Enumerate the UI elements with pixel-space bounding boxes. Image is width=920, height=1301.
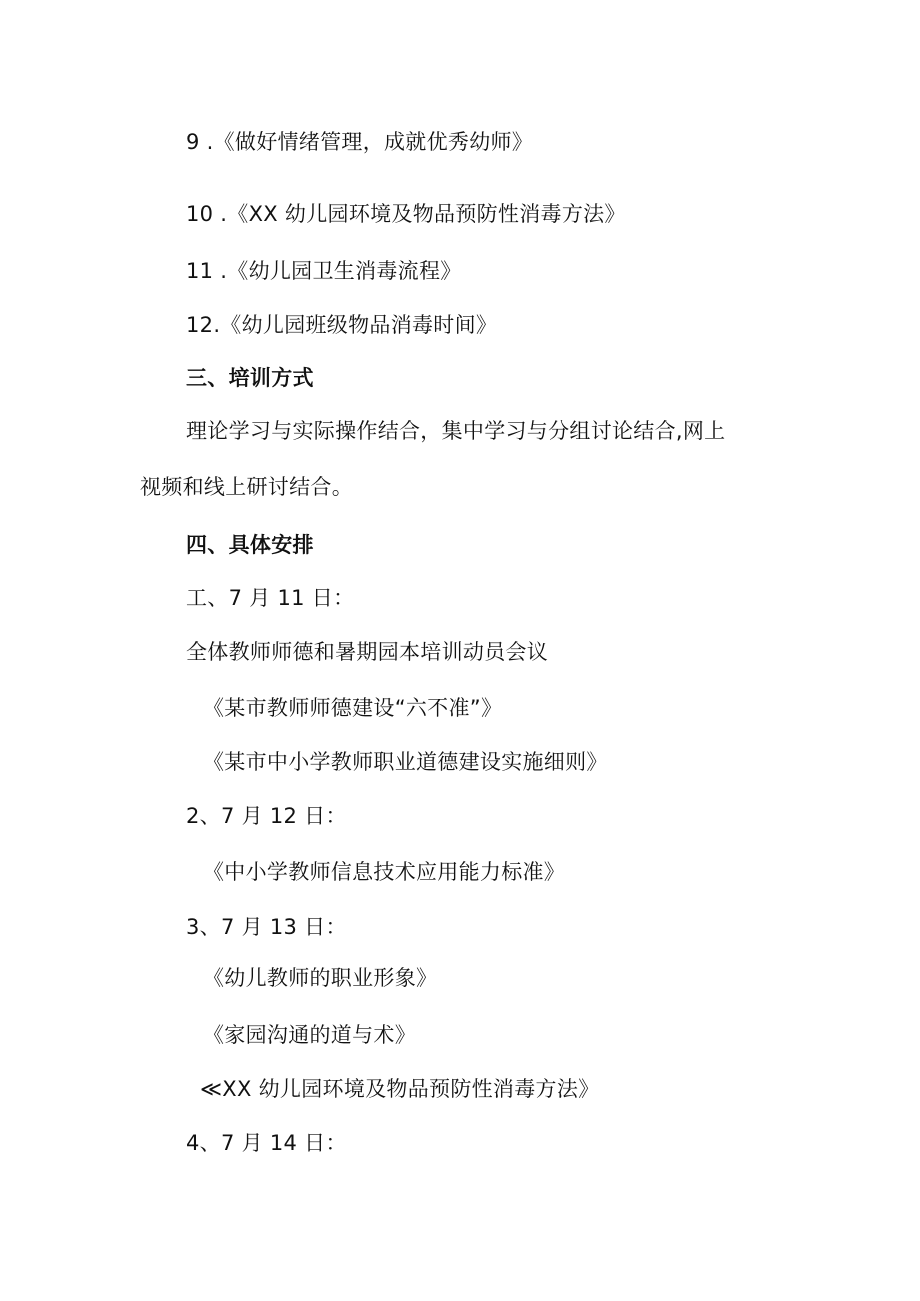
day-3-item: ≪XX 幼儿园环境及物品预防性消毒方法》 xyxy=(200,1077,600,1101)
day-4-title: 4、7 月 14 日： xyxy=(186,1131,347,1155)
day-1-item: 《某市中小学教师职业道德建设实施细则》 xyxy=(203,750,608,774)
day-2-title: 2、7 月 12 日： xyxy=(186,804,347,828)
list-item-9: 9 .《做好情绪管理，成就优秀幼师》 xyxy=(186,130,534,154)
paragraph-line-1: 理论学习与实际操作结合，集中学习与分组讨论结合,网上 xyxy=(186,419,726,443)
paragraph-line-2: 视频和线上研讨结合。 xyxy=(140,475,353,499)
day-2-item: 《中小学教师信息技术应用能力标准》 xyxy=(203,860,566,884)
day-3-item: 《家园沟通的道与术》 xyxy=(203,1023,416,1047)
day-1-meeting: 全体教师师德和暑期园本培训动员会议 xyxy=(186,640,549,664)
day-1-item: 《某市教师师德建设“六不准”》 xyxy=(203,696,503,720)
day-1-title: 工、7 月 11 日： xyxy=(186,586,355,610)
day-3-title: 3、7 月 13 日： xyxy=(186,915,347,939)
list-item-10: 10 .《XX 幼儿园环境及物品预防性消毒方法》 xyxy=(186,202,626,226)
list-item-12: 12.《幼儿园班级物品消毒时间》 xyxy=(186,313,498,337)
section-heading-training-method: 三、培训方式 xyxy=(186,366,314,390)
day-3-item: 《幼儿教师的职业形象》 xyxy=(203,966,438,990)
section-heading-schedule: 四、具体安排 xyxy=(186,533,314,557)
list-item-11: 11 .《幼儿园卫生消毒流程》 xyxy=(186,259,462,283)
